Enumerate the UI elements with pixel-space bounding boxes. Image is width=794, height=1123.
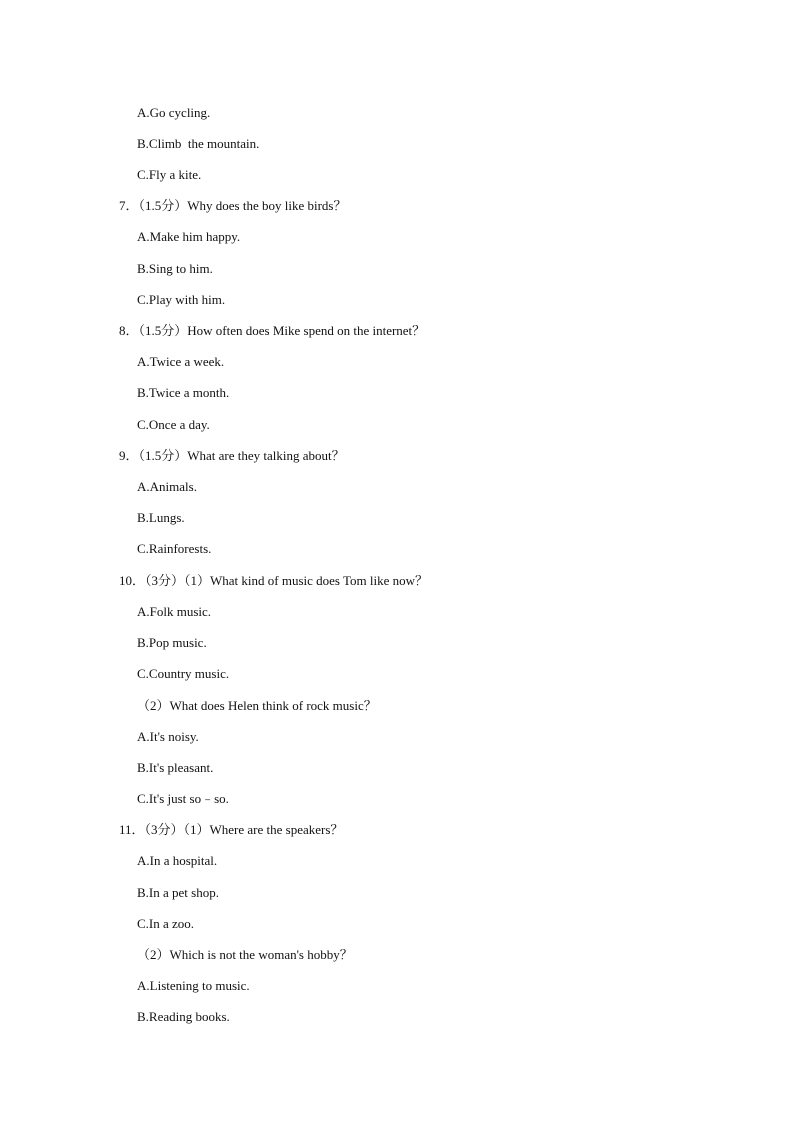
option-line: C.It's just so﹣so. xyxy=(137,791,229,806)
option-line: B.It's pleasant. xyxy=(137,760,214,775)
option-line: B.Sing to him. xyxy=(137,261,213,276)
option-line: C.Play with him. xyxy=(137,292,226,307)
option-line: B.Lungs. xyxy=(137,510,185,525)
question-line: 9．（1.5分）What are they talking about？ xyxy=(119,448,345,463)
option-line: B.Pop music. xyxy=(137,635,207,650)
option-line: C.Rainforests. xyxy=(137,541,212,556)
option-line: A.It's noisy. xyxy=(137,729,199,744)
option-line: A.Listening to music. xyxy=(137,978,250,993)
option-line: C.In a zoo. xyxy=(137,916,195,931)
question-line: 7．（1.5分）Why does the boy like birds？ xyxy=(119,198,347,213)
subquestion-line: （2）What does Helen think of rock music？ xyxy=(137,698,377,713)
option-line: C.Fly a kite. xyxy=(137,167,202,182)
option-line: C.Country music. xyxy=(137,666,230,681)
option-line: B.Reading books. xyxy=(137,1009,230,1024)
option-line: B.Twice a month. xyxy=(137,385,230,400)
option-line: C.Once a day. xyxy=(137,417,210,432)
question-line: 8．（1.5分）How often does Mike spend on the internet？ xyxy=(119,323,426,338)
question-line: 11．（3分）（1）Where are the speakers？ xyxy=(119,822,344,837)
option-line: A.Make him happy. xyxy=(137,229,241,244)
question-line: 10．（3分）（1）What kind of music does Tom like now？ xyxy=(119,573,429,588)
subquestion-line: （2）Which is not the woman's hobby？ xyxy=(137,947,353,962)
option-line: B.Climb the mountain. xyxy=(137,136,260,151)
option-line: A.Twice a week. xyxy=(137,354,225,369)
option-line: A.Folk music. xyxy=(137,604,212,619)
option-line: A.In a hospital. xyxy=(137,853,218,868)
option-line: A.Animals. xyxy=(137,479,197,494)
option-line: A.Go cycling. xyxy=(137,105,211,120)
option-line: B.In a pet shop. xyxy=(137,885,219,900)
